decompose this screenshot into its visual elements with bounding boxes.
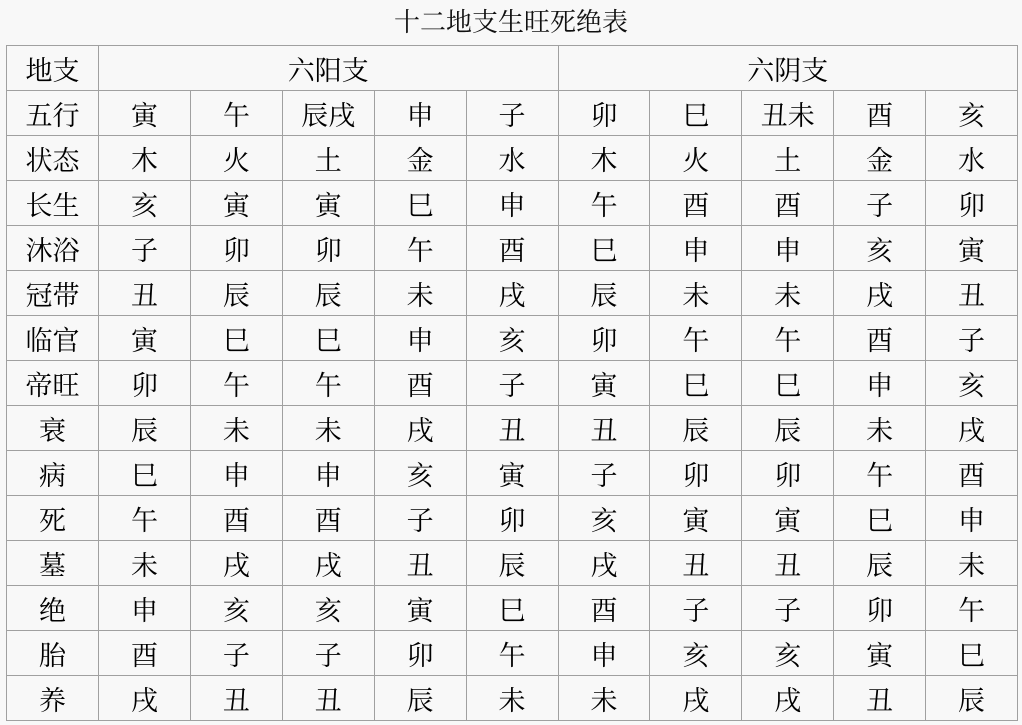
table-cell: 寅 (558, 361, 650, 406)
table-cell: 亥 (926, 361, 1018, 406)
table-cell: 酉 (282, 496, 374, 541)
table-cell: 火 (650, 136, 742, 181)
table-cell: 巳 (374, 181, 466, 226)
row-label: 长生 (7, 181, 99, 226)
table-cell: 子 (926, 316, 1018, 361)
table-cell: 未 (926, 541, 1018, 586)
table-cell: 丑 (466, 406, 558, 451)
table-cell: 寅 (650, 496, 742, 541)
table-cell: 酉 (834, 91, 926, 136)
table-cell: 寅 (742, 496, 834, 541)
table-cell: 丑 (650, 541, 742, 586)
table-cell: 辰 (99, 406, 191, 451)
table-cell: 卯 (190, 226, 282, 271)
table-cell: 巳 (99, 451, 191, 496)
row-label: 养 (7, 676, 99, 721)
table-cell: 丑 (99, 271, 191, 316)
header-row (7, 46, 1018, 91)
table-cell: 丑 (926, 271, 1018, 316)
row-label: 胎 (7, 631, 99, 676)
table-cell: 午 (190, 361, 282, 406)
table-cell: 卯 (834, 586, 926, 631)
table-cell: 卯 (374, 631, 466, 676)
table-cell: 申 (650, 226, 742, 271)
table-cell: 木 (558, 136, 650, 181)
table-cell: 申 (466, 181, 558, 226)
table-cell: 水 (926, 136, 1018, 181)
table-cell: 酉 (466, 226, 558, 271)
table-cell: 亥 (742, 631, 834, 676)
table-cell: 金 (374, 136, 466, 181)
table-row (7, 316, 1018, 361)
table-cell: 木 (99, 136, 191, 181)
table-cell: 亥 (466, 316, 558, 361)
table-cell: 辰 (650, 406, 742, 451)
table-cell: 戌 (926, 406, 1018, 451)
table-cell: 辰戌 (282, 91, 374, 136)
table-row (7, 136, 1018, 181)
table-cell: 卯 (926, 181, 1018, 226)
table-cell: 戌 (282, 541, 374, 586)
table-cell: 申 (558, 631, 650, 676)
table-cell: 巳 (558, 226, 650, 271)
table-cell: 酉 (834, 316, 926, 361)
table-cell: 戌 (742, 676, 834, 721)
table-cell: 未 (374, 271, 466, 316)
table-cell: 酉 (374, 361, 466, 406)
table-row (7, 361, 1018, 406)
table-cell: 子 (466, 361, 558, 406)
table-row (7, 271, 1018, 316)
table-cell: 丑 (282, 676, 374, 721)
corner-header: 地支 (7, 46, 99, 91)
table-cell: 申 (926, 496, 1018, 541)
table-cell: 子 (742, 586, 834, 631)
table-cell: 丑 (742, 541, 834, 586)
table-cell: 亥 (558, 496, 650, 541)
twelve-branches-table (6, 45, 1018, 721)
table-cell: 卯 (466, 496, 558, 541)
table-cell: 寅 (834, 631, 926, 676)
table-cell: 辰 (834, 541, 926, 586)
table-body (7, 46, 1018, 721)
table-row (7, 451, 1018, 496)
table-row (7, 496, 1018, 541)
table-cell: 未 (650, 271, 742, 316)
table-cell: 午 (374, 226, 466, 271)
table-cell: 未 (742, 271, 834, 316)
row-label: 沐浴 (7, 226, 99, 271)
table-cell: 申 (374, 316, 466, 361)
table-row (7, 631, 1018, 676)
table-cell: 巳 (926, 631, 1018, 676)
table-row (7, 91, 1018, 136)
table-cell: 火 (190, 136, 282, 181)
table-cell: 未 (190, 406, 282, 451)
table-row (7, 406, 1018, 451)
table-cell: 子 (99, 226, 191, 271)
table-cell: 丑 (558, 406, 650, 451)
table-cell: 子 (558, 451, 650, 496)
table-row (7, 226, 1018, 271)
table-cell: 午 (558, 181, 650, 226)
table-row (7, 181, 1018, 226)
table-cell: 酉 (650, 181, 742, 226)
table-cell: 辰 (742, 406, 834, 451)
table-cell: 酉 (99, 631, 191, 676)
table-cell: 午 (926, 586, 1018, 631)
table-cell: 水 (466, 136, 558, 181)
table-cell: 午 (650, 316, 742, 361)
table-cell: 辰 (374, 676, 466, 721)
table-cell: 巳 (742, 361, 834, 406)
table-cell: 巳 (650, 361, 742, 406)
table-cell: 巳 (834, 496, 926, 541)
table-cell: 戌 (834, 271, 926, 316)
table-cell: 午 (466, 631, 558, 676)
table-cell: 亥 (374, 451, 466, 496)
table-cell: 丑 (374, 541, 466, 586)
table-cell: 亥 (650, 631, 742, 676)
table-cell: 午 (282, 361, 374, 406)
table-cell: 未 (558, 676, 650, 721)
table-cell: 未 (466, 676, 558, 721)
table-title: 十二地支生旺死绝表 (393, 8, 628, 38)
table-cell: 戌 (650, 676, 742, 721)
group-header-yang: 六阳支 (99, 46, 559, 91)
table-cell: 午 (742, 316, 834, 361)
row-label: 临官 (7, 316, 99, 361)
row-label: 病 (7, 451, 99, 496)
table-cell: 午 (99, 496, 191, 541)
table-cell: 辰 (466, 541, 558, 586)
table-cell: 卯 (742, 451, 834, 496)
table-cell: 酉 (190, 496, 282, 541)
table-cell: 戌 (190, 541, 282, 586)
table-cell: 寅 (374, 586, 466, 631)
table-cell: 申 (742, 226, 834, 271)
table-cell: 巳 (190, 316, 282, 361)
table-cell: 酉 (558, 586, 650, 631)
row-label: 状态 (7, 136, 99, 181)
table-cell: 辰 (190, 271, 282, 316)
table-cell: 辰 (282, 271, 374, 316)
row-label: 五行 (7, 91, 99, 136)
table-cell: 未 (282, 406, 374, 451)
table-cell: 亥 (834, 226, 926, 271)
table-cell: 寅 (926, 226, 1018, 271)
table-cell: 未 (99, 541, 191, 586)
row-label: 墓 (7, 541, 99, 586)
table-row (7, 676, 1018, 721)
table-cell: 丑未 (742, 91, 834, 136)
table-cell: 亥 (926, 91, 1018, 136)
table-cell: 亥 (282, 586, 374, 631)
table-cell: 申 (374, 91, 466, 136)
table-cell: 戌 (466, 271, 558, 316)
table-cell: 戌 (558, 541, 650, 586)
table-cell: 亥 (99, 181, 191, 226)
table-cell: 酉 (742, 181, 834, 226)
table-cell: 子 (190, 631, 282, 676)
table-cell: 土 (742, 136, 834, 181)
table-cell: 卯 (558, 91, 650, 136)
table-cell: 午 (190, 91, 282, 136)
table-cell: 金 (834, 136, 926, 181)
row-label: 死 (7, 496, 99, 541)
table-cell: 子 (834, 181, 926, 226)
table-cell: 卯 (99, 361, 191, 406)
table-row (7, 586, 1018, 631)
table-cell: 寅 (99, 91, 191, 136)
table-cell: 丑 (190, 676, 282, 721)
table-cell: 寅 (190, 181, 282, 226)
table-cell: 未 (834, 406, 926, 451)
table-cell: 申 (282, 451, 374, 496)
row-label: 帝旺 (7, 361, 99, 406)
table-cell: 申 (834, 361, 926, 406)
table-cell: 辰 (926, 676, 1018, 721)
table-cell: 卯 (558, 316, 650, 361)
row-label: 衰 (7, 406, 99, 451)
table-cell: 寅 (466, 451, 558, 496)
table-cell: 子 (374, 496, 466, 541)
table-cell: 子 (650, 586, 742, 631)
table-cell: 戌 (374, 406, 466, 451)
table-cell: 申 (190, 451, 282, 496)
table-cell: 丑 (834, 676, 926, 721)
table-cell: 巳 (466, 586, 558, 631)
table-cell: 亥 (190, 586, 282, 631)
table-cell: 子 (282, 631, 374, 676)
table-cell: 酉 (926, 451, 1018, 496)
table-cell: 卯 (650, 451, 742, 496)
table-cell: 寅 (99, 316, 191, 361)
table-cell: 卯 (282, 226, 374, 271)
table-cell: 午 (834, 451, 926, 496)
group-header-yin: 六阴支 (558, 46, 1018, 91)
table-cell: 子 (466, 91, 558, 136)
table-cell: 土 (282, 136, 374, 181)
row-label: 绝 (7, 586, 99, 631)
table-row (7, 541, 1018, 586)
table-cell: 申 (99, 586, 191, 631)
table-cell: 巳 (650, 91, 742, 136)
table-cell: 寅 (282, 181, 374, 226)
row-label: 冠带 (7, 271, 99, 316)
table-cell: 辰 (558, 271, 650, 316)
table-cell: 巳 (282, 316, 374, 361)
table-cell: 戌 (99, 676, 191, 721)
